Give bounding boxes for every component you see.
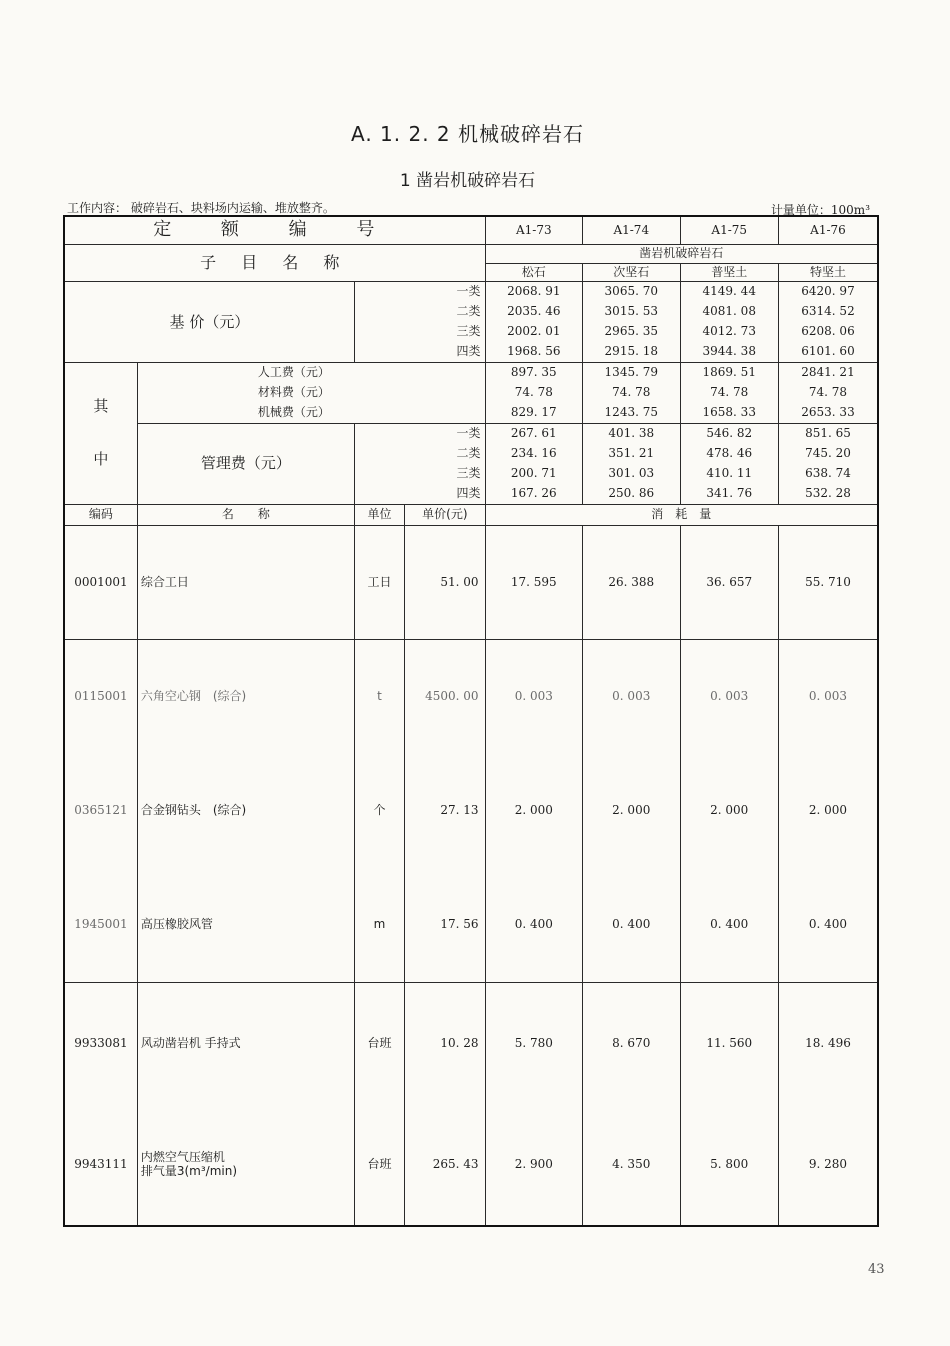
item-consumption: 0. 003 (485, 640, 582, 754)
base-price-value: 3015. 53 (583, 302, 680, 322)
item-consumption: 0. 400 (583, 868, 680, 982)
base-price-value: 2915. 18 (583, 342, 680, 362)
item-price: 51. 00 (405, 525, 485, 639)
item-unit: 个 (354, 754, 404, 868)
mgmt-fee-value: 267. 61 (485, 423, 582, 443)
item-price: 17. 56 (405, 868, 485, 982)
material-cost-value: 74. 78 (778, 383, 878, 403)
item-consumption: 0. 400 (778, 868, 878, 982)
base-price-value: 2002. 01 (485, 322, 582, 342)
item-consumption: 11. 560 (680, 982, 778, 1104)
mgmt-fee-value: 250. 86 (583, 484, 680, 504)
labor-cost-label: 人工费（元） (137, 363, 485, 383)
rock-type: 次坚石 (583, 264, 680, 282)
item-code: 0001001 (64, 525, 137, 639)
class-label: 四类 (354, 484, 485, 504)
item-code: 0115001 (64, 640, 137, 754)
base-price-value: 6101. 60 (778, 342, 878, 362)
quota-code: A1-74 (583, 216, 680, 244)
item-code: 9933081 (64, 982, 137, 1104)
base-price-value: 6420. 97 (778, 282, 878, 302)
machine-cost-value: 1243. 75 (583, 403, 680, 423)
base-price-value: 3944. 38 (680, 342, 778, 362)
labor-cost-value: 1345. 79 (583, 363, 680, 383)
work-content-text: 破碎岩石、块料场内运输、堆放整齐。 (130, 201, 335, 215)
item-consumption: 8. 670 (583, 982, 680, 1104)
item-code: 0365121 (64, 754, 137, 868)
work-content-label: 工作内容： (67, 201, 128, 215)
base-price-value: 6208. 06 (778, 322, 878, 342)
mgmt-fee-value: 546. 82 (680, 423, 778, 443)
labor-cost-value: 897. 35 (485, 363, 582, 383)
item-code: 1945001 (64, 868, 137, 982)
mgmt-fee-value: 851. 65 (778, 423, 878, 443)
item-consumption: 2. 000 (680, 754, 778, 868)
base-price-value: 2965. 35 (583, 322, 680, 342)
class-label: 一类 (354, 282, 485, 302)
mgmt-fee-value: 638. 74 (778, 464, 878, 484)
sub-item-label: 子 目 名 称 (64, 244, 485, 281)
item-consumption: 0. 003 (778, 640, 878, 754)
base-price-value: 3065. 70 (583, 282, 680, 302)
mgmt-fee-value: 167. 26 (485, 484, 582, 504)
item-consumption: 9. 280 (778, 1105, 878, 1226)
item-consumption: 18. 496 (778, 982, 878, 1104)
base-price-value: 4149. 44 (680, 282, 778, 302)
item-consumption: 26. 388 (583, 525, 680, 639)
among-label (64, 363, 137, 505)
machine-cost-value: 1658. 33 (680, 403, 778, 423)
col-header-consumption: 消 耗 量 (485, 504, 878, 525)
material-cost-value: 74. 78 (583, 383, 680, 403)
class-label: 二类 (354, 443, 485, 463)
item-name-line: 排气量3(m³/min) (140, 1163, 238, 1178)
mgmt-fee-label: 管理费（元） (137, 423, 354, 504)
unit-label: 计量单位： (770, 203, 831, 217)
class-label: 三类 (354, 464, 485, 484)
material-cost-value: 74. 78 (485, 383, 582, 403)
base-price-value: 4081. 08 (680, 302, 778, 322)
item-name: 高压橡胶风管 (137, 868, 354, 982)
section-subtitle: 1 凿岩机破碎岩石 (399, 171, 536, 191)
among-label-2: 中 (93, 450, 109, 469)
quota-code: A1-73 (485, 216, 582, 244)
class-label: 四类 (354, 342, 485, 362)
item-consumption: 36. 657 (680, 525, 778, 639)
item-code: 9943111 (64, 1105, 137, 1226)
item-consumption: 17. 595 (485, 525, 582, 639)
base-price-label: 基 价（元） (64, 282, 354, 363)
mgmt-fee-value: 234. 16 (485, 443, 582, 463)
col-header-code: 编码 (64, 504, 137, 525)
quota-code: A1-76 (778, 216, 878, 244)
mgmt-fee-value: 745. 20 (778, 443, 878, 463)
item-price: 27. 13 (405, 754, 485, 868)
item-consumption: 2. 900 (485, 1105, 582, 1226)
item-unit: 台班 (354, 1105, 404, 1226)
page-title: A. 1. 2. 2 机械破碎岩石 (350, 122, 584, 146)
item-consumption: 0. 003 (583, 640, 680, 754)
page-number: 43 (868, 1262, 885, 1277)
item-consumption: 0. 400 (485, 868, 582, 982)
item-consumption: 2. 000 (583, 754, 680, 868)
item-consumption: 0. 003 (680, 640, 778, 754)
item-unit: 台班 (354, 982, 404, 1104)
material-cost-label: 材料费（元） (137, 383, 485, 403)
labor-cost-value: 2841. 21 (778, 363, 878, 383)
item-name-line: 内燃空气压缩机 (140, 1149, 225, 1164)
item-consumption: 5. 800 (680, 1105, 778, 1226)
class-label: 三类 (354, 322, 485, 342)
mgmt-fee-value: 478. 46 (680, 443, 778, 463)
base-price-value: 1968. 56 (485, 342, 582, 362)
labor-cost-value: 1869. 51 (680, 363, 778, 383)
unit-value: 100m³ (830, 203, 870, 217)
item-consumption: 5. 780 (485, 982, 582, 1104)
mgmt-fee-value: 401. 38 (583, 423, 680, 443)
mgmt-fee-value: 351. 21 (583, 443, 680, 463)
work-content (67, 199, 335, 216)
material-cost-value: 74. 78 (680, 383, 778, 403)
mgmt-fee-value: 200. 71 (485, 464, 582, 484)
col-header-price: 单价(元) (405, 504, 485, 525)
base-price-value: 6314. 52 (778, 302, 878, 322)
group-label: 凿岩机破碎岩石 (485, 244, 878, 263)
item-consumption: 2. 000 (485, 754, 582, 868)
base-price-value: 4012. 73 (680, 322, 778, 342)
item-unit: t (354, 640, 404, 754)
mgmt-fee-value: 301. 03 (583, 464, 680, 484)
machine-cost-value: 829. 17 (485, 403, 582, 423)
item-name: 合金钢钻头 (综合) (137, 754, 354, 868)
quota-code: A1-75 (680, 216, 778, 244)
rock-type: 特坚土 (778, 264, 878, 282)
among-label-1: 其 (93, 397, 109, 416)
item-consumption: 55. 710 (778, 525, 878, 639)
rock-type: 松石 (485, 264, 582, 282)
base-price-value: 2035. 46 (485, 302, 582, 322)
quota-no-label: 定 额 编 号 (64, 216, 485, 244)
item-price: 10. 28 (405, 982, 485, 1104)
item-unit: m (354, 868, 404, 982)
class-label: 一类 (354, 423, 485, 443)
item-consumption: 4. 350 (583, 1105, 680, 1226)
item-consumption: 2. 000 (778, 754, 878, 868)
item-consumption: 0. 400 (680, 868, 778, 982)
item-name: 六角空心钢 (综合) (137, 640, 354, 754)
item-unit: 工日 (354, 525, 404, 639)
mgmt-fee-value: 341. 76 (680, 484, 778, 504)
machine-cost-label: 机械费（元） (137, 403, 485, 423)
item-price: 265. 43 (405, 1105, 485, 1226)
item-name: 风动凿岩机 手持式 (137, 982, 354, 1104)
mgmt-fee-value: 532. 28 (778, 484, 878, 504)
mgmt-fee-value: 410. 11 (680, 464, 778, 484)
col-header-name: 名 称 (137, 504, 354, 525)
item-price: 4500. 00 (405, 640, 485, 754)
class-label: 二类 (354, 302, 485, 322)
item-name (137, 1105, 354, 1226)
item-name: 综合工日 (137, 525, 354, 639)
machine-cost-value: 2653. 33 (778, 403, 878, 423)
quota-table (63, 215, 879, 1227)
base-price-value: 2068. 91 (485, 282, 582, 302)
rock-type: 普坚土 (680, 264, 778, 282)
col-header-unit: 单位 (354, 504, 404, 525)
